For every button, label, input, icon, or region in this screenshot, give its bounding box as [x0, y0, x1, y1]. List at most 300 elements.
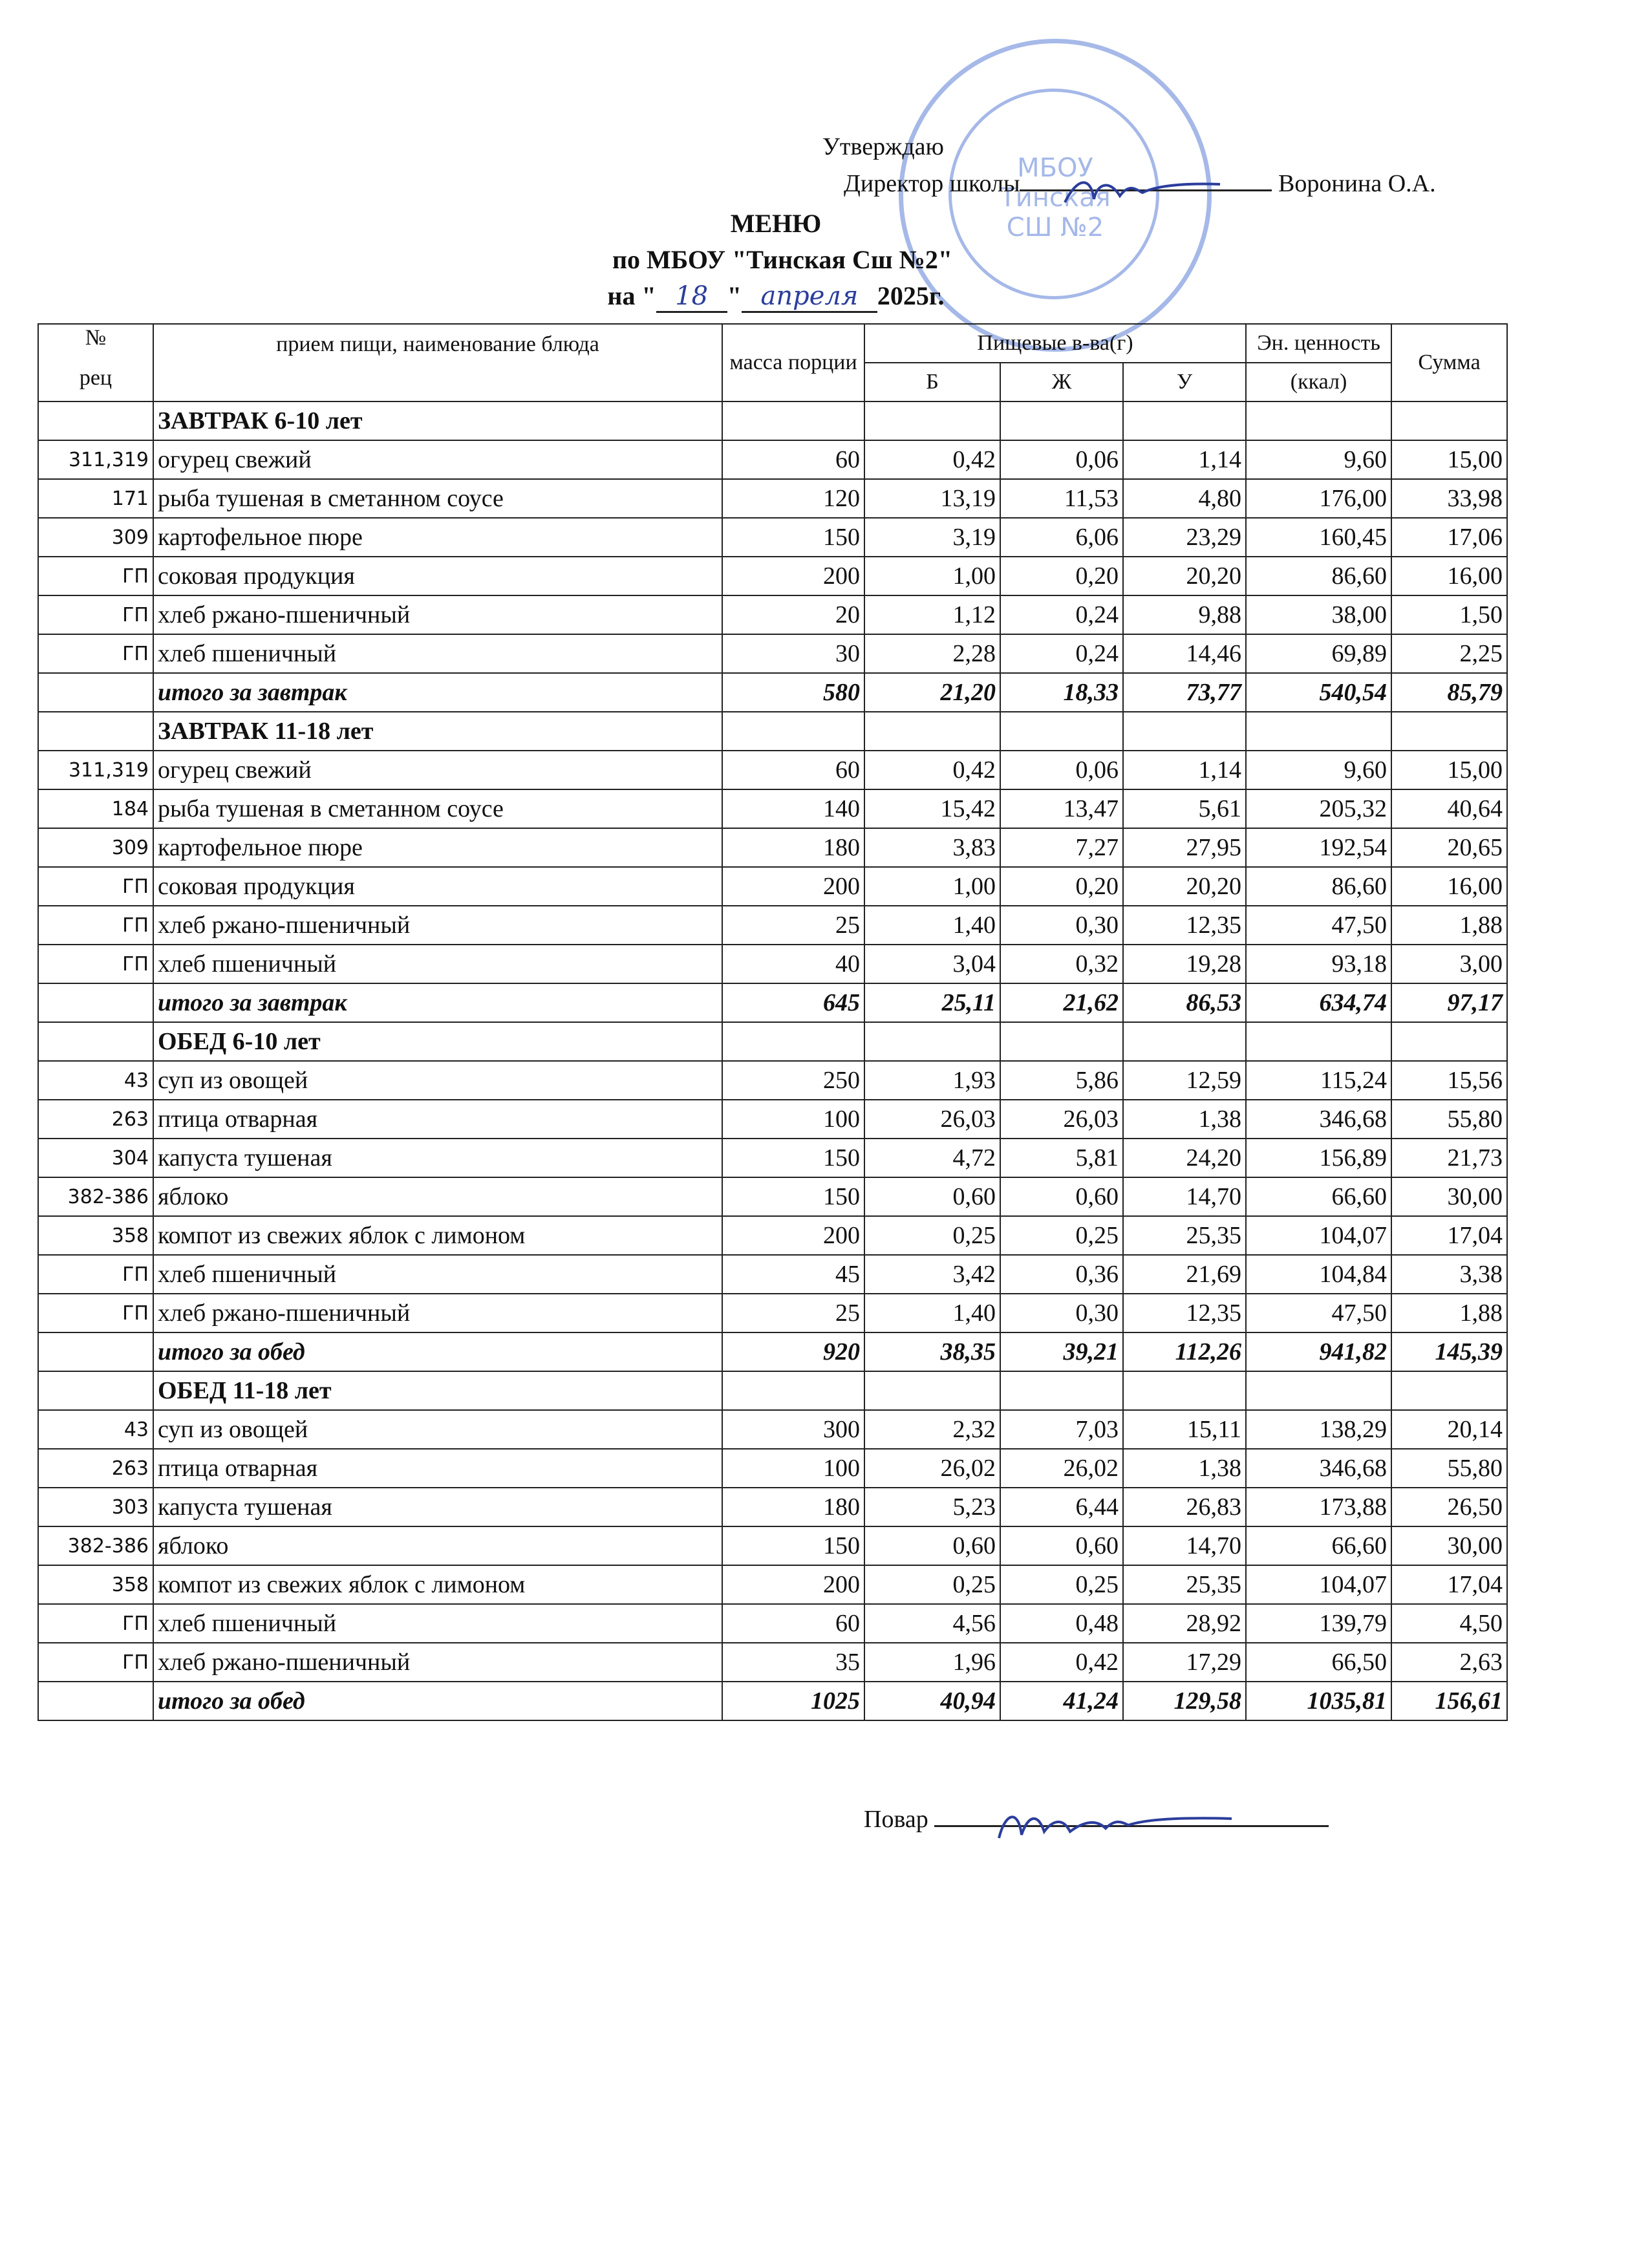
mass-cell: 300	[722, 1410, 864, 1449]
recipe-number-cell: 171	[38, 479, 153, 518]
recipe-number-cell	[38, 1332, 153, 1371]
energy-cell: 634,74	[1246, 983, 1391, 1022]
cook-signature-icon	[992, 1799, 1238, 1851]
stamp-line-2: Тинская	[1000, 183, 1111, 213]
mass-cell: 920	[722, 1332, 864, 1371]
recipe-number-cell: 263	[38, 1100, 153, 1139]
dish-name-cell: картофельное пюре	[153, 518, 722, 557]
protein-cell: 3,83	[864, 828, 1000, 867]
dish-name-cell: ЗАВТРАК 6-10 лет	[153, 401, 722, 440]
carbs-cell: 112,26	[1123, 1332, 1246, 1371]
recipe-number-cell	[38, 1022, 153, 1061]
protein-cell: 1,40	[864, 906, 1000, 945]
carbs-cell: 86,53	[1123, 983, 1246, 1022]
protein-cell: 40,94	[864, 1682, 1000, 1720]
protein-cell: 26,02	[864, 1449, 1000, 1488]
dish-name-cell: соковая продукция	[153, 557, 722, 595]
recipe-number-cell	[38, 712, 153, 751]
section-row	[38, 1371, 1507, 1410]
carbs-cell	[1123, 1022, 1246, 1061]
recipe-number-cell: ГП	[38, 1643, 153, 1682]
cook-signature-line	[934, 1825, 1329, 1827]
energy-cell: 47,50	[1246, 906, 1391, 945]
mass-cell: 200	[722, 1565, 864, 1604]
mass-cell: 580	[722, 673, 864, 712]
dish-name-cell: хлеб ржано-пшеничный	[153, 1643, 722, 1682]
sum-cell: 21,73	[1391, 1139, 1507, 1177]
table-row	[38, 1488, 1507, 1526]
mass-cell: 35	[722, 1643, 864, 1682]
protein-cell: 38,35	[864, 1332, 1000, 1371]
sum-cell: 15,00	[1391, 440, 1507, 479]
sum-cell: 145,39	[1391, 1332, 1507, 1371]
carbs-cell: 1,14	[1123, 440, 1246, 479]
mass-cell: 645	[722, 983, 864, 1022]
director-name: Воронина О.А.	[1278, 170, 1436, 197]
protein-cell	[864, 401, 1000, 440]
dish-name-cell: хлеб пшеничный	[153, 634, 722, 673]
fat-cell: 0,48	[1000, 1604, 1123, 1643]
fat-cell: 0,30	[1000, 1294, 1123, 1332]
dish-name-cell: итого за обед	[153, 1332, 722, 1371]
col-zh-header: Ж	[1000, 363, 1123, 401]
carbs-cell: 15,11	[1123, 1410, 1246, 1449]
table-row	[38, 1565, 1507, 1604]
fat-cell: 0,32	[1000, 945, 1123, 983]
section-row	[38, 401, 1507, 440]
table-row	[38, 1449, 1507, 1488]
cook-label: Повар	[864, 1806, 928, 1833]
dish-name-cell: компот из свежих яблок с лимоном	[153, 1216, 722, 1255]
fat-cell: 0,24	[1000, 595, 1123, 634]
col-mass-header: масса порции	[722, 324, 864, 401]
energy-cell: 47,50	[1246, 1294, 1391, 1332]
date-year: 2025г.	[877, 281, 945, 310]
sum-cell: 1,88	[1391, 906, 1507, 945]
carbs-cell: 25,35	[1123, 1565, 1246, 1604]
mass-cell: 150	[722, 518, 864, 557]
sum-cell	[1391, 1371, 1507, 1410]
section-row	[38, 1022, 1507, 1061]
total-row	[38, 1682, 1507, 1720]
carbs-cell: 14,46	[1123, 634, 1246, 673]
dish-name-cell: капуста тушеная	[153, 1488, 722, 1526]
recipe-number-cell: 43	[38, 1061, 153, 1100]
fat-cell: 0,42	[1000, 1643, 1123, 1682]
dish-name-cell: хлеб пшеничный	[153, 1255, 722, 1294]
dish-name-cell: птица отварная	[153, 1100, 722, 1139]
fat-cell	[1000, 401, 1123, 440]
recipe-number-cell: ГП	[38, 1604, 153, 1643]
dish-name-cell: рыба тушеная в сметанном соусе	[153, 479, 722, 518]
protein-cell: 4,56	[864, 1604, 1000, 1643]
fat-cell: 21,62	[1000, 983, 1123, 1022]
dish-name-cell: компот из свежих яблок с лимоном	[153, 1565, 722, 1604]
protein-cell: 4,72	[864, 1139, 1000, 1177]
sum-cell: 30,00	[1391, 1177, 1507, 1216]
carbs-cell: 73,77	[1123, 673, 1246, 712]
carbs-cell: 14,70	[1123, 1177, 1246, 1216]
mass-cell: 20	[722, 595, 864, 634]
protein-cell: 1,00	[864, 557, 1000, 595]
table-row	[38, 789, 1507, 828]
section-row	[38, 712, 1507, 751]
protein-cell: 3,42	[864, 1255, 1000, 1294]
dish-name-cell: яблоко	[153, 1177, 722, 1216]
sum-cell: 30,00	[1391, 1526, 1507, 1565]
col-b-header: Б	[864, 363, 1000, 401]
dish-name-cell: ЗАВТРАК 11-18 лет	[153, 712, 722, 751]
protein-cell	[864, 1371, 1000, 1410]
carbs-cell: 12,35	[1123, 906, 1246, 945]
total-row	[38, 673, 1507, 712]
dish-name-cell: соковая продукция	[153, 867, 722, 906]
carbs-cell: 12,59	[1123, 1061, 1246, 1100]
recipe-number-cell: 304	[38, 1139, 153, 1177]
energy-cell: 1035,81	[1246, 1682, 1391, 1720]
energy-cell: 941,82	[1246, 1332, 1391, 1371]
energy-cell: 138,29	[1246, 1410, 1391, 1449]
dish-name-cell: хлеб пшеничный	[153, 1604, 722, 1643]
mass-cell: 150	[722, 1177, 864, 1216]
table-row	[38, 867, 1507, 906]
sum-cell: 1,88	[1391, 1294, 1507, 1332]
energy-cell: 104,07	[1246, 1216, 1391, 1255]
mass-cell: 120	[722, 479, 864, 518]
date-prefix: на "	[607, 281, 656, 310]
table-row	[38, 1177, 1507, 1216]
sum-cell: 2,63	[1391, 1643, 1507, 1682]
recipe-number-cell: ГП	[38, 945, 153, 983]
carbs-cell	[1123, 1371, 1246, 1410]
mass-cell: 250	[722, 1061, 864, 1100]
table-row	[38, 751, 1507, 789]
sum-cell: 20,14	[1391, 1410, 1507, 1449]
table-row	[38, 1604, 1507, 1643]
fat-cell: 6,06	[1000, 518, 1123, 557]
table-row	[38, 1216, 1507, 1255]
energy-cell: 9,60	[1246, 751, 1391, 789]
cook-line	[864, 1805, 1329, 1834]
sum-cell: 85,79	[1391, 673, 1507, 712]
col-rec-label: рец	[79, 366, 112, 390]
mass-cell: 150	[722, 1139, 864, 1177]
mass-cell: 100	[722, 1449, 864, 1488]
energy-cell: 540,54	[1246, 673, 1391, 712]
director-line	[844, 169, 1436, 198]
carbs-cell: 21,69	[1123, 1255, 1246, 1294]
recipe-number-cell: 263	[38, 1449, 153, 1488]
mass-cell: 60	[722, 1604, 864, 1643]
sum-cell: 17,04	[1391, 1565, 1507, 1604]
carbs-cell: 129,58	[1123, 1682, 1246, 1720]
carbs-cell: 1,14	[1123, 751, 1246, 789]
mass-cell: 200	[722, 867, 864, 906]
dish-name-cell: яблоко	[153, 1526, 722, 1565]
mass-cell	[722, 712, 864, 751]
mass-cell: 150	[722, 1526, 864, 1565]
fat-cell: 0,25	[1000, 1565, 1123, 1604]
recipe-number-cell: 43	[38, 1410, 153, 1449]
carbs-cell	[1123, 401, 1246, 440]
carbs-cell: 14,70	[1123, 1526, 1246, 1565]
energy-cell: 93,18	[1246, 945, 1391, 983]
sum-cell	[1391, 712, 1507, 751]
energy-cell: 192,54	[1246, 828, 1391, 867]
protein-cell: 21,20	[864, 673, 1000, 712]
energy-cell: 104,07	[1246, 1565, 1391, 1604]
page-title	[0, 208, 1552, 239]
sum-cell: 55,80	[1391, 1449, 1507, 1488]
table-row	[38, 945, 1507, 983]
carbs-cell: 24,20	[1123, 1139, 1246, 1177]
fat-cell: 18,33	[1000, 673, 1123, 712]
dish-name-cell: хлеб ржано-пшеничный	[153, 1294, 722, 1332]
carbs-cell: 1,38	[1123, 1100, 1246, 1139]
sum-cell: 17,04	[1391, 1216, 1507, 1255]
protein-cell: 13,19	[864, 479, 1000, 518]
protein-cell: 3,04	[864, 945, 1000, 983]
stamp-line-1: МБОУ	[1017, 153, 1093, 183]
energy-cell: 86,60	[1246, 557, 1391, 595]
fat-cell: 5,81	[1000, 1139, 1123, 1177]
table-row	[38, 1526, 1507, 1565]
col-energy-header: Эн. ценность	[1246, 324, 1391, 363]
sum-cell: 15,00	[1391, 751, 1507, 789]
fat-cell	[1000, 712, 1123, 751]
table-row	[38, 1100, 1507, 1139]
fat-cell: 0,25	[1000, 1216, 1123, 1255]
fat-cell	[1000, 1371, 1123, 1410]
recipe-number-cell: 382-386	[38, 1526, 153, 1565]
protein-cell: 0,42	[864, 751, 1000, 789]
sum-cell: 3,38	[1391, 1255, 1507, 1294]
dish-name-cell: суп из овощей	[153, 1410, 722, 1449]
total-row	[38, 1332, 1507, 1371]
carbs-cell: 9,88	[1123, 595, 1246, 634]
energy-cell	[1246, 401, 1391, 440]
mass-cell: 60	[722, 751, 864, 789]
mass-cell	[722, 1022, 864, 1061]
carbs-cell: 4,80	[1123, 479, 1246, 518]
sum-cell: 1,50	[1391, 595, 1507, 634]
recipe-number-cell: ГП	[38, 557, 153, 595]
fat-cell: 0,06	[1000, 440, 1123, 479]
mass-cell: 30	[722, 634, 864, 673]
mass-cell: 140	[722, 789, 864, 828]
energy-cell	[1246, 712, 1391, 751]
mass-cell: 1025	[722, 1682, 864, 1720]
fat-cell: 26,03	[1000, 1100, 1123, 1139]
carbs-cell: 19,28	[1123, 945, 1246, 983]
fat-cell: 0,60	[1000, 1526, 1123, 1565]
energy-cell: 205,32	[1246, 789, 1391, 828]
recipe-number-cell: 309	[38, 828, 153, 867]
energy-cell: 176,00	[1246, 479, 1391, 518]
energy-cell	[1246, 1371, 1391, 1410]
fat-cell: 13,47	[1000, 789, 1123, 828]
sum-cell: 16,00	[1391, 867, 1507, 906]
table-row	[38, 1061, 1507, 1100]
table-row	[38, 828, 1507, 867]
energy-cell: 66,50	[1246, 1643, 1391, 1682]
col-no-label: №	[85, 326, 107, 350]
sum-cell	[1391, 1022, 1507, 1061]
protein-cell: 0,60	[864, 1177, 1000, 1216]
mass-cell: 40	[722, 945, 864, 983]
stamp-line-3: СШ №2	[1006, 213, 1104, 242]
fat-cell: 6,44	[1000, 1488, 1123, 1526]
total-row	[38, 983, 1507, 1022]
sum-cell: 97,17	[1391, 983, 1507, 1022]
table-row	[38, 440, 1507, 479]
carbs-cell: 17,29	[1123, 1643, 1246, 1682]
carbs-cell: 25,35	[1123, 1216, 1246, 1255]
recipe-number-cell: 311,319	[38, 440, 153, 479]
fat-cell: 39,21	[1000, 1332, 1123, 1371]
recipe-number-cell	[38, 983, 153, 1022]
energy-cell: 115,24	[1246, 1061, 1391, 1100]
fat-cell: 0,36	[1000, 1255, 1123, 1294]
carbs-cell: 27,95	[1123, 828, 1246, 867]
carbs-cell: 28,92	[1123, 1604, 1246, 1643]
fat-cell: 11,53	[1000, 479, 1123, 518]
protein-cell: 0,25	[864, 1216, 1000, 1255]
fat-cell: 41,24	[1000, 1682, 1123, 1720]
mass-cell: 200	[722, 557, 864, 595]
mass-cell	[722, 1371, 864, 1410]
protein-cell: 0,42	[864, 440, 1000, 479]
date-day: 18	[656, 281, 727, 313]
protein-cell: 1,96	[864, 1643, 1000, 1682]
table-row	[38, 518, 1507, 557]
director-label: Директор школы	[844, 170, 1020, 197]
date-quote: "	[727, 281, 742, 310]
protein-cell: 0,25	[864, 1565, 1000, 1604]
sum-cell: 15,56	[1391, 1061, 1507, 1100]
sum-cell: 156,61	[1391, 1682, 1507, 1720]
carbs-cell: 20,20	[1123, 557, 1246, 595]
dish-name-cell: огурец свежий	[153, 751, 722, 789]
recipe-number-cell: 311,319	[38, 751, 153, 789]
protein-cell	[864, 1022, 1000, 1061]
approve-label	[822, 133, 944, 161]
table-row	[38, 1410, 1507, 1449]
protein-cell: 25,11	[864, 983, 1000, 1022]
menu-date	[0, 281, 1552, 313]
sum-cell: 16,00	[1391, 557, 1507, 595]
energy-cell: 346,68	[1246, 1449, 1391, 1488]
recipe-number-cell	[38, 1371, 153, 1410]
table-row	[38, 595, 1507, 634]
mass-cell: 180	[722, 1488, 864, 1526]
energy-cell: 156,89	[1246, 1139, 1391, 1177]
col-sum-header: Сумма	[1391, 324, 1507, 401]
table-row	[38, 1643, 1507, 1682]
protein-cell: 26,03	[864, 1100, 1000, 1139]
energy-cell: 86,60	[1246, 867, 1391, 906]
protein-cell: 0,60	[864, 1526, 1000, 1565]
dish-name-cell: хлеб пшеничный	[153, 945, 722, 983]
recipe-number-cell: 309	[38, 518, 153, 557]
energy-cell: 38,00	[1246, 595, 1391, 634]
table-row	[38, 479, 1507, 518]
date-month: апреля	[742, 281, 877, 313]
protein-cell: 2,28	[864, 634, 1000, 673]
menu-table	[38, 323, 1508, 1721]
sum-cell: 55,80	[1391, 1100, 1507, 1139]
mass-cell: 100	[722, 1100, 864, 1139]
approve-text: Утверждаю	[822, 133, 944, 160]
fat-cell: 0,20	[1000, 557, 1123, 595]
fat-cell: 7,03	[1000, 1410, 1123, 1449]
carbs-cell: 1,38	[1123, 1449, 1246, 1488]
dish-name-cell: огурец свежий	[153, 440, 722, 479]
sum-cell: 2,25	[1391, 634, 1507, 673]
energy-cell: 139,79	[1246, 1604, 1391, 1643]
energy-cell: 69,89	[1246, 634, 1391, 673]
fat-cell: 26,02	[1000, 1449, 1123, 1488]
sum-cell: 26,50	[1391, 1488, 1507, 1526]
table-head-row-1	[38, 324, 1507, 363]
recipe-number-cell	[38, 673, 153, 712]
title-text: МЕНЮ	[730, 209, 822, 238]
recipe-number-cell: ГП	[38, 634, 153, 673]
recipe-number-cell: ГП	[38, 906, 153, 945]
recipe-number-cell: 184	[38, 789, 153, 828]
table-row	[38, 906, 1507, 945]
dish-name-cell: ОБЕД 6-10 лет	[153, 1022, 722, 1061]
protein-cell: 1,12	[864, 595, 1000, 634]
mass-cell: 45	[722, 1255, 864, 1294]
sum-cell: 4,50	[1391, 1604, 1507, 1643]
dish-name-cell: итого за завтрак	[153, 673, 722, 712]
table-row	[38, 1255, 1507, 1294]
sum-cell: 33,98	[1391, 479, 1507, 518]
fat-cell: 0,60	[1000, 1177, 1123, 1216]
dish-name-cell: суп из овощей	[153, 1061, 722, 1100]
energy-cell: 9,60	[1246, 440, 1391, 479]
recipe-number-cell	[38, 1682, 153, 1720]
table-row	[38, 1294, 1507, 1332]
recipe-number-cell: ГП	[38, 595, 153, 634]
menu-table-body	[38, 401, 1507, 1720]
dish-name-cell: картофельное пюре	[153, 828, 722, 867]
dish-name-cell: хлеб ржано-пшеничный	[153, 595, 722, 634]
recipe-number-cell: 382-386	[38, 1177, 153, 1216]
fat-cell: 0,24	[1000, 634, 1123, 673]
carbs-cell: 20,20	[1123, 867, 1246, 906]
col-name-header: прием пищи, наименование блюда	[153, 324, 722, 401]
recipe-number-cell: 358	[38, 1216, 153, 1255]
table-row	[38, 557, 1507, 595]
col-no-header	[38, 324, 153, 401]
carbs-cell: 5,61	[1123, 789, 1246, 828]
recipe-number-cell: ГП	[38, 867, 153, 906]
protein-cell: 1,00	[864, 867, 1000, 906]
dish-name-cell: итого за завтрак	[153, 983, 722, 1022]
energy-cell: 66,60	[1246, 1526, 1391, 1565]
protein-cell: 1,40	[864, 1294, 1000, 1332]
energy-cell: 104,84	[1246, 1255, 1391, 1294]
fat-cell: 7,27	[1000, 828, 1123, 867]
dish-name-cell: итого за обед	[153, 1682, 722, 1720]
sum-cell: 20,65	[1391, 828, 1507, 867]
table-row	[38, 1139, 1507, 1177]
mass-cell: 180	[722, 828, 864, 867]
energy-cell: 346,68	[1246, 1100, 1391, 1139]
energy-cell	[1246, 1022, 1391, 1061]
